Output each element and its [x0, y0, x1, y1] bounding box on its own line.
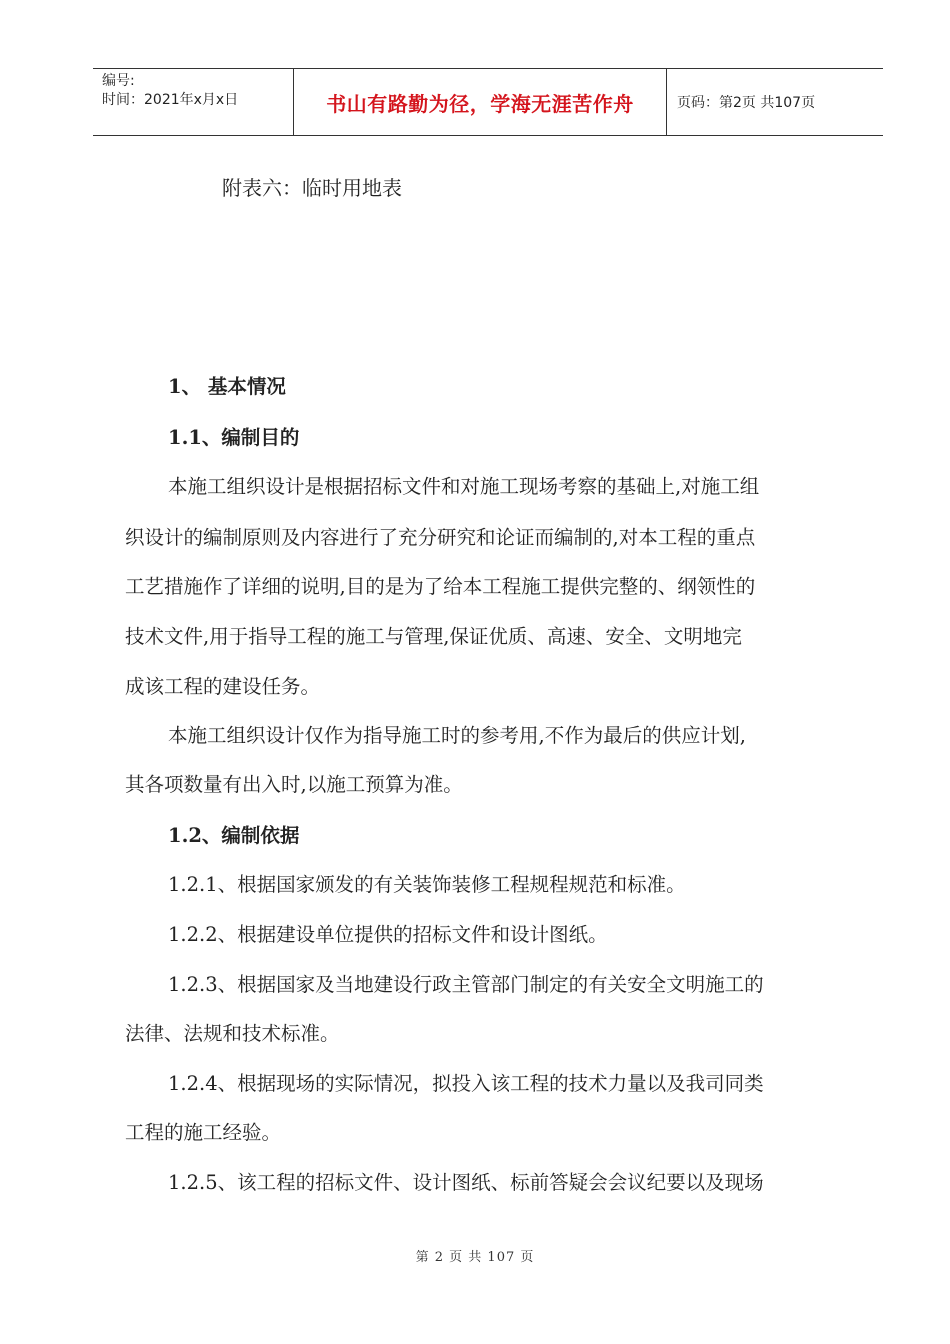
subsection-heading-basis: 1.2、编制依据	[168, 824, 300, 847]
header-slogan: 书山有路勤为径，学海无涯苦作舟	[294, 69, 667, 135]
paragraph-line: 工艺措施作了详细的说明,目的是为了给本工程施工提供完整的、纲领性的	[125, 575, 756, 598]
paragraph-line: 其各项数量有出入时,以施工预算为准。	[125, 773, 463, 796]
list-item-continuation: 工程的施工经验。	[125, 1121, 282, 1144]
page-footer: 第 2 页 共 107 页	[415, 1250, 535, 1265]
paragraph-line: 本施工组织设计是根据招标文件和对施工现场考察的基础上,对施工组	[168, 475, 760, 498]
appendix-title: 附表六：临时用地表	[222, 176, 402, 200]
list-item: 1.2.4、根据现场的实际情况，拟投入该工程的技术力量以及我司同类	[168, 1072, 764, 1095]
paragraph-line: 技术文件,用于指导工程的施工与管理,保证优质、高速、安全、文明地完	[125, 625, 742, 648]
header-meta	[93, 69, 294, 135]
paragraph-line: 本施工组织设计仅作为指导施工时的参考用,不作为最后的供应计划,	[168, 724, 746, 747]
list-item: 1.2.5、该工程的招标文件、设计图纸、标前答疑会会议纪要以及现场	[168, 1171, 764, 1194]
list-item: 1.2.1、根据国家颁发的有关装饰装修工程规程规范和标准。	[168, 873, 686, 896]
document-time-label: 时间：2021年x月x日	[102, 92, 239, 108]
subsection-heading-purpose: 1.1、编制目的	[168, 426, 300, 449]
list-item: 1.2.3、根据国家及当地建设行政主管部门制定的有关安全文明施工的	[168, 973, 764, 996]
paragraph-line: 织设计的编制原则及内容进行了充分研究和论证而编制的,对本工程的重点	[125, 526, 756, 549]
list-item-continuation: 法律、法规和技术标准。	[125, 1022, 340, 1045]
paragraph-line: 成该工程的建设任务。	[125, 675, 321, 698]
section-heading-basic-info: 1、 基本情况	[168, 375, 286, 398]
page-header	[93, 68, 883, 136]
list-item: 1.2.2、根据建设单位提供的招标文件和设计图纸。	[168, 923, 608, 946]
document-number-label: 编号:	[102, 73, 135, 89]
header-page-label: 页码：第2页 共107页	[677, 95, 816, 111]
